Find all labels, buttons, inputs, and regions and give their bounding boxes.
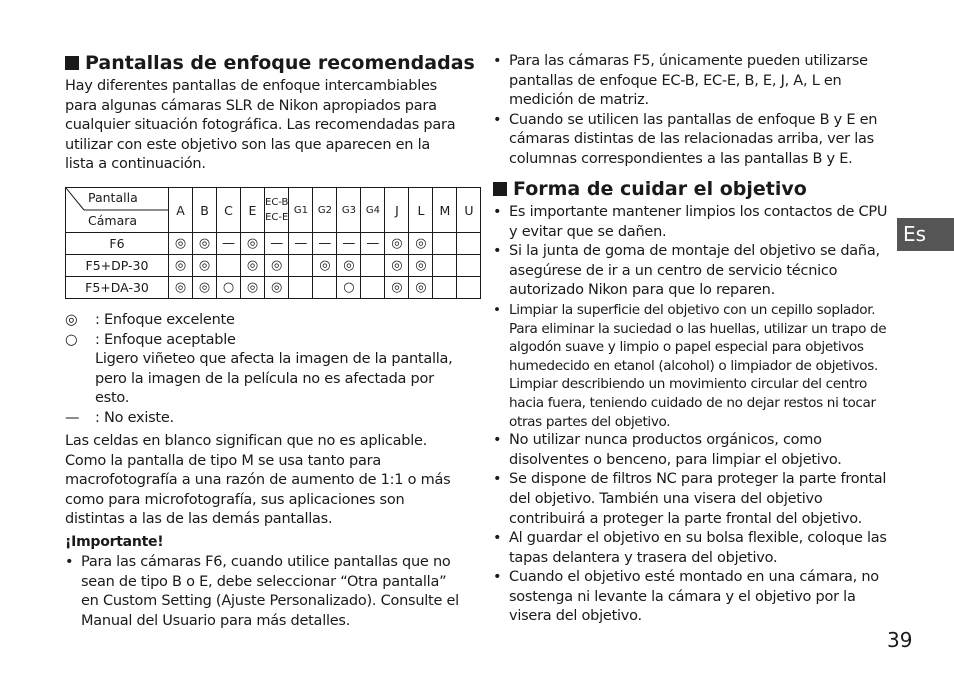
header-camera-label: Cámara xyxy=(88,213,138,228)
rating-cell xyxy=(313,277,337,299)
dash-icon: — xyxy=(65,409,80,426)
column-header: M xyxy=(433,188,457,233)
legend-text: : Enfoque aceptable xyxy=(95,331,236,348)
circle-icon: ○ xyxy=(65,331,78,348)
rating-cell: ◎ xyxy=(385,255,409,277)
bullet-item: • Si la junta de goma de montaje del objetivo se daña, asegúrese de ir a un centro de servicio técnico autorizado Nikon para que lo reparen. xyxy=(493,242,893,301)
column-header: EC-B EC-E xyxy=(265,188,289,233)
rating-cell: ◎ xyxy=(193,277,217,299)
legend-text: : Enfoque excelente xyxy=(95,312,235,328)
care-bullets xyxy=(493,203,893,627)
rating-cell: ◎ xyxy=(265,277,289,299)
rating-cell: — xyxy=(217,233,241,255)
table-row xyxy=(66,277,481,299)
bullet-item: • Se dispone de filtros NC para proteger la parte frontal del objetivo. También una visera del objetivo contribuirá a proteger la parte frontal del objetivo. xyxy=(493,470,893,529)
table-corner-cell xyxy=(66,188,169,233)
table-row xyxy=(66,255,481,277)
column-header: G1 xyxy=(289,188,313,233)
column-header: C xyxy=(217,188,241,233)
heading-text: Forma de cuidar el objetivo xyxy=(513,178,807,200)
table-row xyxy=(66,233,481,255)
column-header: E xyxy=(241,188,265,233)
column-header: G3 xyxy=(337,188,361,233)
rating-cell xyxy=(457,277,481,299)
rating-cell: ◎ xyxy=(193,233,217,255)
legend-text: : No existe. xyxy=(95,409,174,426)
double-circle-icon: ◎ xyxy=(65,312,78,328)
intro-paragraph: Hay diferentes pantallas de enfoque intercambiables para algunas cámaras SLR de Nikon apropiados para cualquier situación fotográfica. Las recomendadas para utilizar con este objetivo son las que aparecen en la lista a continuación. xyxy=(65,78,456,173)
heading-text: Pantallas de enfoque recomendadas xyxy=(85,52,475,74)
page-number: 39 xyxy=(887,628,913,652)
rating-cell: ◎ xyxy=(241,233,265,255)
camera-cell: F6 xyxy=(66,233,169,255)
rating-cell: ◎ xyxy=(409,277,433,299)
rating-cell: ◎ xyxy=(385,233,409,255)
language-tab: Es xyxy=(897,218,954,251)
rating-cell: — xyxy=(313,233,337,255)
legend-acceptable xyxy=(65,331,460,351)
column-header: A xyxy=(169,188,193,233)
rating-cell xyxy=(289,255,313,277)
rating-cell: ○ xyxy=(337,277,361,299)
rating-cell: ◎ xyxy=(337,255,361,277)
focus-screen-table xyxy=(65,187,481,299)
rating-cell xyxy=(217,255,241,277)
bullet-item: • No utilizar nunca productos orgánicos, como disolventes o benceno, para limpiar el objetivo. xyxy=(493,431,893,470)
section-heading-lens-care xyxy=(493,178,807,200)
rating-cell: ◎ xyxy=(409,255,433,277)
important-label: ¡Importante! xyxy=(65,534,164,550)
rating-cell: — xyxy=(337,233,361,255)
rating-cell: ◎ xyxy=(241,255,265,277)
legend-none xyxy=(65,409,460,429)
important-bullet: • Para las cámaras F6, cuando utilice pantallas que no sean de tipo B o E, debe seleccionar “Otra pantalla” en Custom Setting (Ajuste Personalizado). Consulte el Manual del Usuario para más detalles. xyxy=(65,553,461,631)
rating-cell: ◎ xyxy=(265,255,289,277)
top-bullets xyxy=(493,52,898,170)
rating-cell: ◎ xyxy=(169,277,193,299)
heading-square-icon xyxy=(493,182,507,196)
rating-cell xyxy=(289,277,313,299)
rating-cell: ◎ xyxy=(241,277,265,299)
rating-cell: — xyxy=(265,233,289,255)
camera-cell: F5+DA-30 xyxy=(66,277,169,299)
rating-cell xyxy=(361,277,385,299)
column-header: G4 xyxy=(361,188,385,233)
heading-square-icon xyxy=(65,56,79,70)
rating-cell: ◎ xyxy=(193,255,217,277)
legend xyxy=(65,311,460,429)
bullet-item: • Al guardar el objetivo en su bolsa flexible, coloque las tapas delantera y trasera del objetivo. xyxy=(493,529,893,568)
rating-cell xyxy=(433,255,457,277)
rating-cell: — xyxy=(289,233,313,255)
bullet-item: • Es importante mantener limpios los contactos de CPU y evitar que se dañen. xyxy=(493,203,893,242)
bullet-item: • Para las cámaras F5, únicamente pueden utilizarse pantallas de enfoque EC-B, EC-E, B, E, J, A, L en medición de matriz. xyxy=(493,52,898,111)
column-header: L xyxy=(409,188,433,233)
rating-cell: ◎ xyxy=(385,277,409,299)
blank-cells-note: Las celdas en blanco significan que no es aplicable. Como la pantalla de tipo M se usa tanto para macrofotografía a una razón de aumento de 1:1 o más como para microfotografía, sus aplicaciones son distintas a las de las demás pantallas. xyxy=(65,433,451,528)
rating-cell xyxy=(433,277,457,299)
section-heading-focus-screens xyxy=(65,52,475,74)
column-header: B xyxy=(193,188,217,233)
column-header: J xyxy=(385,188,409,233)
rating-cell: ◎ xyxy=(409,233,433,255)
column-header: G2 xyxy=(313,188,337,233)
rating-cell xyxy=(457,255,481,277)
table-header-row xyxy=(66,188,481,233)
column-header: U xyxy=(457,188,481,233)
bullet-item: • Limpiar la superficie del objetivo con un cepillo soplador. Para eliminar la suciedad o las huellas, utilizar un trapo de algodón suave y limpio o papel especial para objetivos humedecido en etanol (alcohol) o limpiador de objetivos. Limpiar describiendo un movimiento circular del centro hacia fuera, teniendo cuidado de no dejar restos ni tocar otras partes del objetivo. xyxy=(493,301,893,431)
rating-cell: ◎ xyxy=(313,255,337,277)
header-screen-label: Pantalla xyxy=(88,190,138,205)
bullet-item: • Cuando se utilicen las pantallas de enfoque B y E en cámaras distintas de las relacionadas arriba, ver las columnas correspondientes a las pantallas B y E. xyxy=(493,111,898,170)
rating-cell xyxy=(457,233,481,255)
rating-cell: ○ xyxy=(217,277,241,299)
rating-cell: ◎ xyxy=(169,255,193,277)
legend-note: Ligero viñeteo que afecta la imagen de la pantalla, pero la imagen de la película no es afectada por esto. xyxy=(95,351,453,407)
rating-cell: — xyxy=(361,233,385,255)
bullet-item: • Cuando el objetivo esté montado en una cámara, no sostenga ni levante la cámara y el objetivo por la visera del objetivo. xyxy=(493,568,893,627)
rating-cell xyxy=(433,233,457,255)
legend-excellent xyxy=(65,311,460,331)
rating-cell: ◎ xyxy=(169,233,193,255)
camera-cell: F5+DP-30 xyxy=(66,255,169,277)
rating-cell xyxy=(361,255,385,277)
